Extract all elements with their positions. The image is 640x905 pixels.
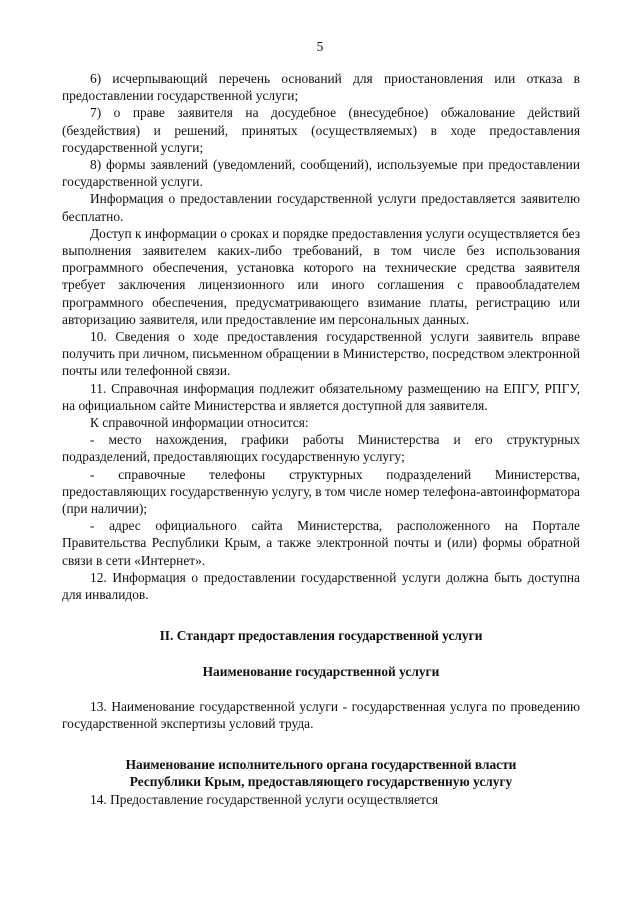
- paragraph: 7) о праве заявителя на досудебное (внесудебное) обжалование действий (бездействия) и решений, принятых (осуществляемых) в ходе предоставления государственной услуги;: [62, 105, 580, 155]
- paragraph: 8) формы заявлений (уведомлений, сообщений), используемые при предоставлении государственной услуги.: [62, 157, 580, 190]
- vertical-gap: [62, 645, 580, 663]
- paragraph: 13. Наименование государственной услуги - государственная услуга по проведению государственной экспертизы условий труда.: [62, 698, 580, 731]
- paragraph: - место нахождения, графики работы Министерства и его структурных подразделений, предоставляющих государственную услугу;: [62, 432, 580, 465]
- document-body: [62, 70, 580, 808]
- section-heading: Наименование государственной услуги: [202, 663, 440, 679]
- section-heading: Наименование исполнительного органа государственной власти: [125, 757, 517, 773]
- vertical-gap: [62, 680, 580, 698]
- vertical-gap: [62, 732, 580, 756]
- paragraph: К справочной информации относится:: [90, 415, 309, 431]
- paragraph: Доступ к информации о сроках и порядке предоставления услуги осуществляется без выполнения заявителем каких-либо требований, в том числе без использования программного обеспечения, установка которого на технические средства заявителя требует заключения лицензионного или иного соглашения с правообладателем программного обеспечения, предусматривающего взимание платы, регистрацию или авторизацию заявителя, или предоставление им персональных данных.: [62, 225, 580, 327]
- paragraph: - адрес официального сайта Министерства, расположенного на Портале Правительства Республики Крым, а также электронной почты и (или) формы обратной связи в сети «Интернет».: [62, 518, 580, 568]
- section-heading: II. Стандарт предоставления государственной услуги: [159, 628, 483, 644]
- paragraph: 11. Справочная информация подлежит обязательному размещению на ЕПГУ, РПГУ, на официальном сайте Министерства и является доступной для заявителя.: [62, 380, 580, 413]
- paragraph: 12. Информация о предоставлении государственной услуги должна быть доступна для инвалидов.: [62, 569, 580, 603]
- paragraph: 10. Сведения о ходе предоставления государственной услуги заявитель вправе получить при личном, письменном обращении в Министерство, посредством электронной почты или телефонной связи.: [62, 329, 580, 379]
- vertical-gap: [62, 603, 580, 627]
- paragraph: 6) исчерпывающий перечень оснований для приостановления или отказа в предоставлении государственной услуги;: [62, 71, 580, 104]
- paragraph: Информация о предоставлении государственной услуги предоставляется заявителю бесплатно.: [62, 191, 580, 224]
- page-number: 5: [316, 39, 324, 54]
- paragraph: 14. Предоставление государственной услуги осуществляется: [90, 791, 439, 807]
- paragraph: - справочные телефоны структурных подразделений Министерства, предоставляющих государственную услугу, в том числе номер телефона-автоинформатора (при наличии);: [62, 466, 580, 517]
- section-heading: Республики Крым, предоставляющего государственную услугу: [129, 774, 513, 790]
